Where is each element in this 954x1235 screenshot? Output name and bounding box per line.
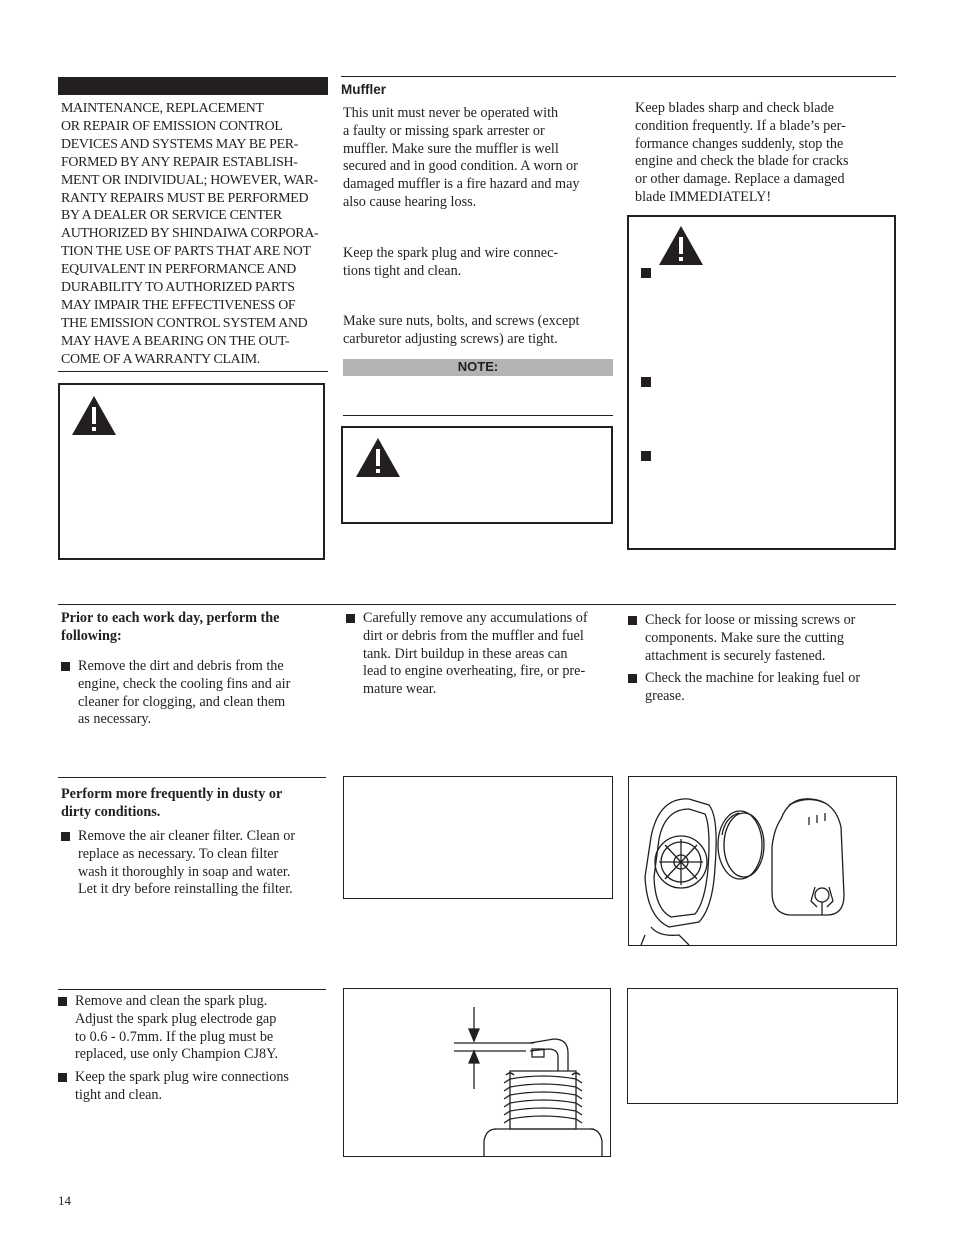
divider — [58, 604, 896, 605]
daily-heading: Prior to each work day, perform the following: — [61, 610, 280, 644]
divider — [341, 76, 896, 77]
page-number: 14 — [58, 1193, 71, 1208]
daily-col2-list — [346, 610, 618, 704]
warning-box — [627, 215, 896, 550]
list-item: Keep the spark plug wire connections tight and clean. — [58, 1069, 330, 1105]
divider — [58, 989, 326, 990]
spark-plug-gap-illustration — [344, 989, 610, 1156]
warning-triangle-icon — [658, 225, 704, 266]
dusty-heading: Perform more frequently in dusty or dirty conditions. — [61, 786, 283, 820]
warning-triangle-icon — [71, 395, 117, 436]
spark-plug-list — [58, 993, 330, 1110]
list-item: Check the machine for leaking fuel or grease. — [628, 670, 898, 706]
divider — [58, 371, 328, 372]
bullet-marker — [641, 451, 651, 461]
spark-plug-figure — [343, 988, 611, 1157]
warning-triangle-icon — [355, 437, 401, 478]
note-box — [343, 776, 613, 899]
dusty-list — [61, 828, 331, 904]
warning-box — [58, 383, 325, 560]
note-label: NOTE: — [343, 359, 613, 376]
section-header-bar — [58, 77, 328, 95]
daily-col3-list — [628, 612, 898, 711]
blade-text: Keep blades sharp and check blade condition frequently. If a blade’s per- formance changes suddenly, stop the engine and check the blade for cracks or other damage. Replace a damaged blade IMMEDIATELY! — [635, 100, 849, 205]
bullet-marker — [641, 377, 651, 387]
list-item: Remove and clean the spark plug. Adjust the spark plug electrode gap to 0.6 - 0.7mm. If the plug must be replaced, use only Champion CJ8Y. — [58, 993, 330, 1064]
nuts-bolts-text: Make sure nuts, bolts, and screws (except carburetor adjusting screws) are tight. — [343, 313, 580, 347]
daily-col1-list — [61, 658, 329, 734]
list-item: Remove the air cleaner filter. Clean or replace as necessary. To clean filter wash it thoroughly in soap and water. Let it dry before reinstalling the filter. — [61, 828, 331, 899]
list-item: Check for loose or missing screws or components. Make sure the cutting attachment is securely fastened. — [628, 612, 898, 665]
list-item: Carefully remove any accumulations of dirt or debris from the muffler and fuel tank. Dirt buildup in these areas can lead to engine overheating, fire, or pre- mature wear. — [346, 610, 618, 699]
muffler-heading: Muffler — [341, 82, 386, 97]
muffler-text: This unit must never be operated with a faulty or missing spark arrester or muffler. Make sure the muffler is well secured and in good condition. A worn or damaged muffler is a fire hazard and may also cause hearing loss. — [343, 105, 580, 210]
air-cleaner-illustration — [629, 777, 896, 945]
bullet-marker — [641, 268, 651, 278]
emission-control-text: MAINTENANCE, REPLACEMENT OR REPAIR OF EMISSION CONTROL DEVICES AND SYSTEMS MAY BE PER- FORMED BY ANY REPAIR ESTABLISH- MENT OR INDIVIDUAL; HOWEVER, WAR- RANTY REPAIRS MUST BE PERFORMED BY A DEALER OR SERVICE CENTER AUTHORIZED BY SHINDAIWA CORPORA- TION THE USE OF PARTS THAT ARE NOT EQUIVALENT IN PERFORMANCE AND DURABILITY TO AUTHORIZED PARTS MAY IMPAIR THE EFFECTIVENESS OF THE EMISSION CONTROL SYSTEM AND MAY HAVE A BEARING ON THE OUT- COME OF A WARRANTY CLAIM. — [61, 101, 319, 367]
note-box — [627, 988, 898, 1104]
divider — [58, 777, 326, 778]
list-item: Remove the dirt and debris from the engine, check the cooling fins and air cleaner for clogging, and clean them as necessary. — [61, 658, 329, 729]
spark-plug-text: Keep the spark plug and wire connec- tions tight and clean. — [343, 245, 559, 279]
divider — [343, 415, 613, 416]
warning-box — [341, 426, 613, 524]
air-cleaner-figure — [628, 776, 897, 946]
